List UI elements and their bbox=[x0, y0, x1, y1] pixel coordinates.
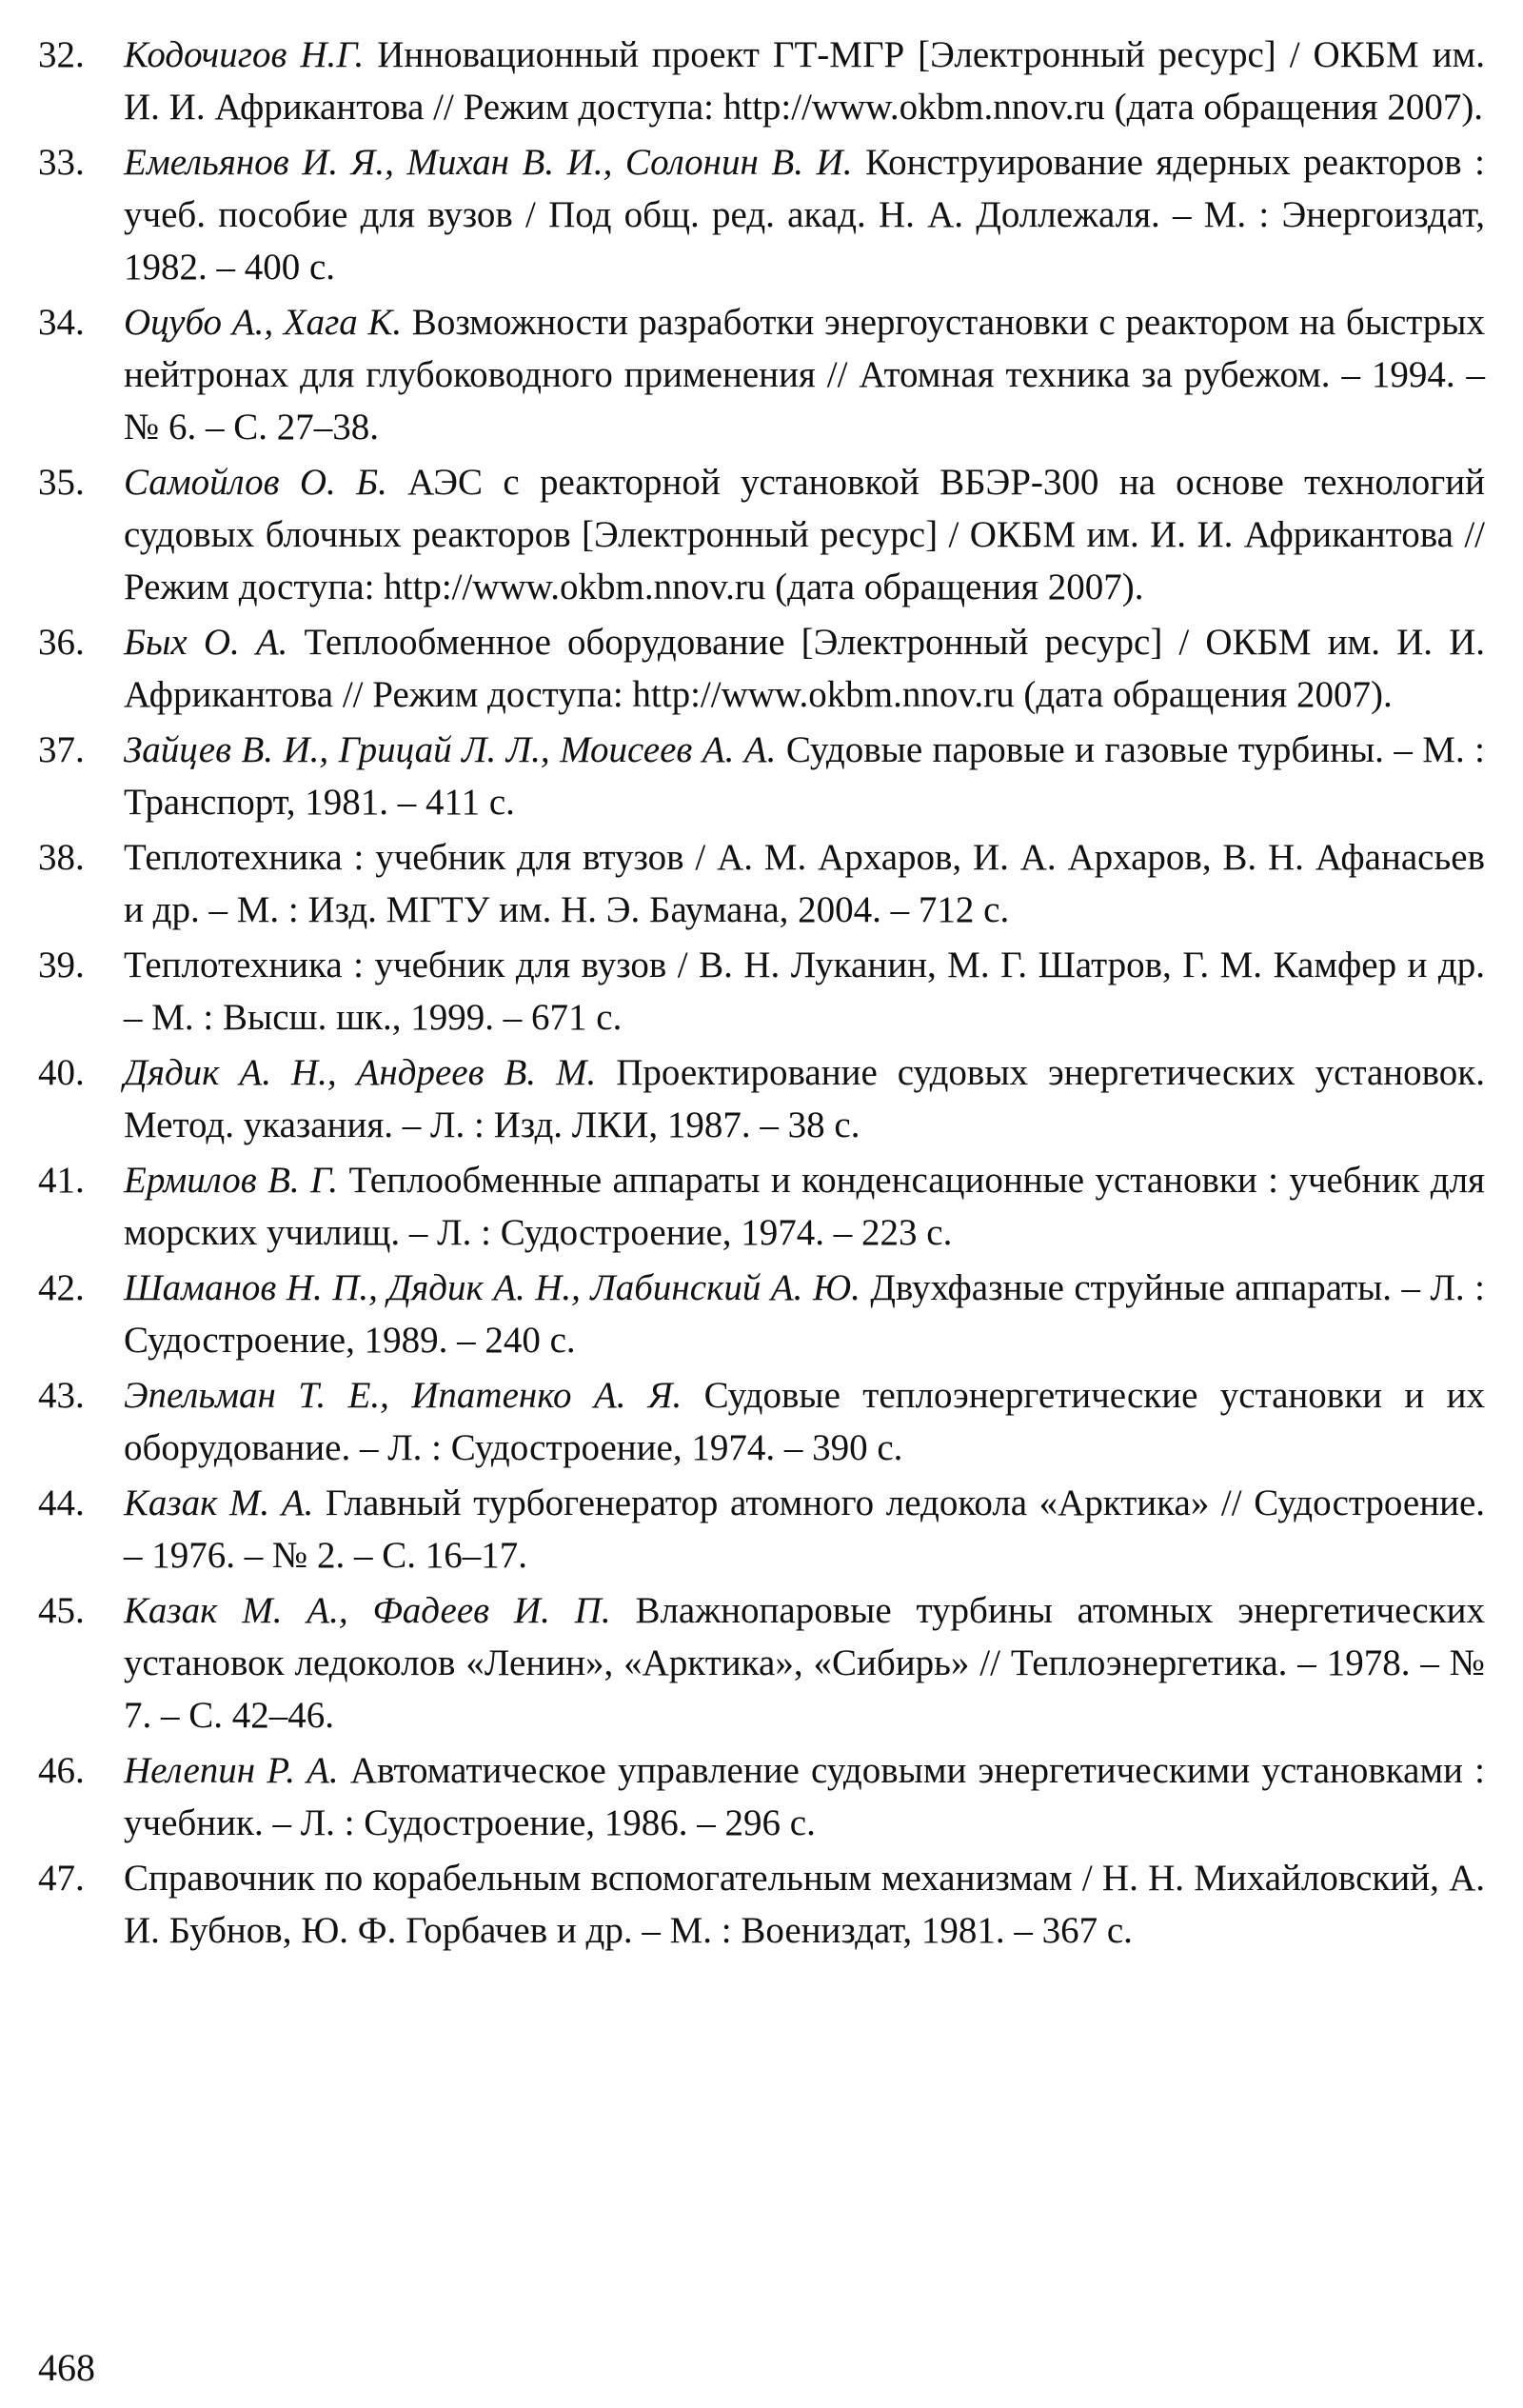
reference-item bbox=[38, 1262, 1485, 1366]
reference-text bbox=[124, 1744, 1485, 1849]
reference-description: Теплообменное оборудование [Электронный ресурс] / ОКБМ им. И. И. Африкантова // Режим доступа: http://www.okbm.nnov.ru (дата обращения 2007). bbox=[124, 622, 1485, 715]
reference-number: 33. bbox=[38, 142, 85, 183]
reference-authors: Шаманов Н. П., Дядик А. Н., Лабинский А. Ю. bbox=[124, 1267, 860, 1308]
reference-item bbox=[38, 456, 1485, 613]
reference-item bbox=[38, 296, 1485, 453]
reference-text bbox=[124, 939, 1485, 1044]
reference-description: Автоматическое управление судовыми энергетическими установками : учебник. – Л. : Судостроение, 1986. – 296 с. bbox=[124, 1750, 1485, 1843]
reference-description: Конструирование ядерных реакторов : учеб. пособие для вузов / Под общ. ред. акад. Н. А. Доллежаля. – М. : Энергоиздат, 1982. – 400 с. bbox=[124, 142, 1485, 288]
reference-item bbox=[38, 1477, 1485, 1582]
reference-text bbox=[124, 29, 1485, 133]
reference-authors: Эпельман Т. Е., Ипатенко А. Я. bbox=[124, 1375, 682, 1416]
reference-description: Главный турбогенератор атомного ледокола «Арктика» // Судостроение. – 1976. – № 2. – С. 16–17. bbox=[124, 1483, 1486, 1576]
reference-number: 40. bbox=[38, 1052, 85, 1093]
reference-description: Влажнопаровые турбины атомных энергетических установок ледоколов «Ленин», «Арктика», «Сибирь» // Теплоэнергетика. – 1978. – № 7. – С. 42–46. bbox=[124, 1590, 1485, 1736]
reference-authors: Оцубо А., Хага К. bbox=[124, 302, 403, 343]
reference-description: Проектирование судовых энергетических установок. Метод. указания. – Л. : Изд. ЛКИ, 1987. – 38 с. bbox=[124, 1052, 1485, 1145]
reference-item bbox=[38, 1154, 1485, 1259]
reference-item bbox=[38, 616, 1485, 721]
reference-list bbox=[38, 29, 1485, 1960]
reference-item bbox=[38, 1744, 1485, 1849]
reference-description: Теплообменные аппараты и конденсационные установки : учебник для морских училищ. – Л. : Судостроение, 1974. – 223 с. bbox=[124, 1160, 1485, 1253]
reference-text bbox=[124, 1369, 1485, 1474]
reference-description: Судовые паровые и газовые турбины. – М. : Транспорт, 1981. – 411 с. bbox=[124, 729, 1485, 823]
reference-description: Теплотехника : учебник для втузов / А. М. Архаров, И. А. Архаров, В. Н. Афанасьев и др. – М. : Изд. МГТУ им. Н. Э. Баумана, 2004. – 712 с. bbox=[124, 837, 1485, 930]
reference-authors: Казак М. А. bbox=[124, 1483, 314, 1523]
reference-item bbox=[38, 1369, 1485, 1474]
reference-number: 46. bbox=[38, 1750, 85, 1791]
reference-authors: Самойлов О. Б. bbox=[124, 462, 387, 503]
reference-authors: Дядик А. Н., Андреев В. М. bbox=[124, 1052, 597, 1093]
reference-number: 34. bbox=[38, 302, 85, 343]
reference-number: 37. bbox=[38, 729, 85, 770]
reference-item bbox=[38, 724, 1485, 828]
reference-authors: Нелепин Р. А. bbox=[124, 1750, 339, 1791]
reference-item bbox=[38, 831, 1485, 936]
reference-text bbox=[124, 1046, 1485, 1151]
reference-number: 44. bbox=[38, 1483, 85, 1523]
reference-text bbox=[124, 724, 1485, 828]
reference-text bbox=[124, 296, 1485, 453]
reference-item bbox=[38, 29, 1485, 133]
reference-number: 39. bbox=[38, 945, 85, 985]
page-number: 468 bbox=[38, 2346, 95, 2389]
reference-number: 42. bbox=[38, 1267, 85, 1308]
reference-description: АЭС с реакторной установкой ВБЭР-300 на основе технологий судовых блочных реакторов [Электронный ресурс] / ОКБМ им. И. И. Африкантова // Режим доступа: http://www.okbm.nnov.ru (дата обращения 2007). bbox=[124, 462, 1485, 607]
reference-authors: Зайцев В. И., Грицай Л. Л., Моисеев А. А. bbox=[124, 729, 777, 770]
reference-description: Инновационный проект ГТ-МГР [Электронный ресурс] / ОКБМ им. И. И. Африкантова // Режим доступа: http://www.okbm.nnov.ru (дата обращения 2007). bbox=[124, 34, 1485, 128]
reference-description: Судовые теплоэнергетические установки и их оборудование. – Л. : Судостроение, 1974. – 390 с. bbox=[124, 1375, 1485, 1468]
reference-number: 41. bbox=[38, 1160, 85, 1201]
reference-description: Двухфазные струйные аппараты. – Л. : Судостроение, 1989. – 240 с. bbox=[124, 1267, 1485, 1361]
reference-text bbox=[124, 616, 1485, 721]
reference-text bbox=[124, 1262, 1485, 1366]
reference-item bbox=[38, 1852, 1485, 1957]
reference-text bbox=[124, 1477, 1485, 1582]
reference-text bbox=[124, 831, 1485, 936]
reference-text bbox=[124, 1852, 1485, 1957]
reference-text bbox=[124, 1154, 1485, 1259]
reference-number: 32. bbox=[38, 34, 85, 75]
reference-number: 38. bbox=[38, 837, 85, 878]
reference-authors: Казак М. А., Фадеев И. П. bbox=[124, 1590, 611, 1631]
reference-text bbox=[124, 136, 1485, 293]
reference-authors: Кодочигов Н.Г. bbox=[124, 34, 365, 75]
reference-description: Теплотехника : учебник для вузов / В. Н. Луканин, М. Г. Шатров, Г. М. Камфер и др. – М. : Высш. шк., 1999. – 671 с. bbox=[124, 945, 1485, 1038]
reference-text bbox=[124, 1584, 1485, 1741]
reference-item bbox=[38, 1046, 1485, 1151]
reference-authors: Бых О. А. bbox=[124, 622, 288, 663]
reference-number: 43. bbox=[38, 1375, 85, 1416]
reference-number: 45. bbox=[38, 1590, 85, 1631]
reference-text bbox=[124, 456, 1485, 613]
reference-number: 36. bbox=[38, 622, 85, 663]
reference-authors: Ермилов В. Г. bbox=[124, 1160, 339, 1201]
reference-description: Возможности разработки энергоустановки с реактором на быстрых нейтронах для глубоководного применения // Атомная техника за рубежом. – 1994. – № 6. – С. 27–38. bbox=[124, 302, 1485, 448]
reference-item bbox=[38, 939, 1485, 1044]
reference-number: 35. bbox=[38, 462, 85, 503]
reference-authors: Емельянов И. Я., Михан В. И., Солонин В. И. bbox=[124, 142, 853, 183]
reference-number: 47. bbox=[38, 1858, 85, 1899]
reference-description: Справочник по корабельным вспомогательным механизмам / Н. Н. Михайловский, А. И. Бубнов, Ю. Ф. Горбачев и др. – М. : Воениздат, 1981. – 367 с. bbox=[124, 1858, 1485, 1951]
reference-item bbox=[38, 136, 1485, 293]
reference-item bbox=[38, 1584, 1485, 1741]
